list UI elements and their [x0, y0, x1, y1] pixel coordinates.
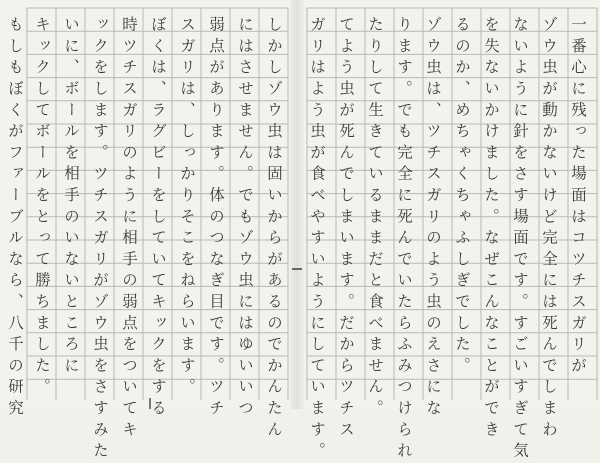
column-line-6: ゾウ虫は、ツチスガリのよう虫のえさにな: [424, 16, 442, 421]
column-line-10: ガリはよう虫が食べやすいようにしています。: [308, 16, 326, 463]
column-line-13: にはさせません。でもゾウ虫にはゆいいつ: [236, 16, 254, 421]
column-line-20: キックしてボールをとって勝ちました。: [33, 16, 51, 400]
column-line-2: ゾウ虫が動かないけど完全には死んでしまわ: [540, 16, 558, 442]
column-line-19: いに、ボールを相手のいないところに: [62, 16, 80, 379]
column-line-17: 時ツチスガリのように相手の弱点をついてキ: [120, 16, 138, 442]
column-line-14: 弱点があります。体のつなぎ目です。ツチ: [207, 16, 225, 421]
column-line-16: ぼくは、ラグビーをしていてキックをする: [149, 16, 167, 421]
center-fold-mark: [292, 268, 302, 270]
column-line-1: 一番心に残った場面はコツチスガリが: [569, 16, 587, 379]
column-line-15: スガリは、しっかりそこをねらいます。: [178, 16, 196, 400]
column-line-7: ります。でも完全に死んでいたらふみつけられ: [395, 16, 413, 463]
center-fold: [290, 0, 304, 409]
column-line-21: もしもぼくがファーブルなら、八千の研究: [6, 16, 24, 421]
column-line-8: たりして生きているままだと食べません。: [366, 16, 384, 421]
column-line-12: しかしゾウ虫は固いからがあるのでかんたん: [265, 16, 283, 442]
column-line-4: を失ないかけました。なぜこんなことができ: [482, 16, 500, 442]
column-line-9: てよう虫が死んでしまいます。だからツチス: [337, 16, 355, 442]
column-line-18: ックをします。ツチスガリがゾウ虫をさすみた: [91, 16, 109, 463]
column-line-3: ないように針をさす場面です。すごいすぎて気: [511, 16, 529, 463]
column-line-5: るのか、めちゃくちゃふしぎでした。: [453, 16, 471, 379]
